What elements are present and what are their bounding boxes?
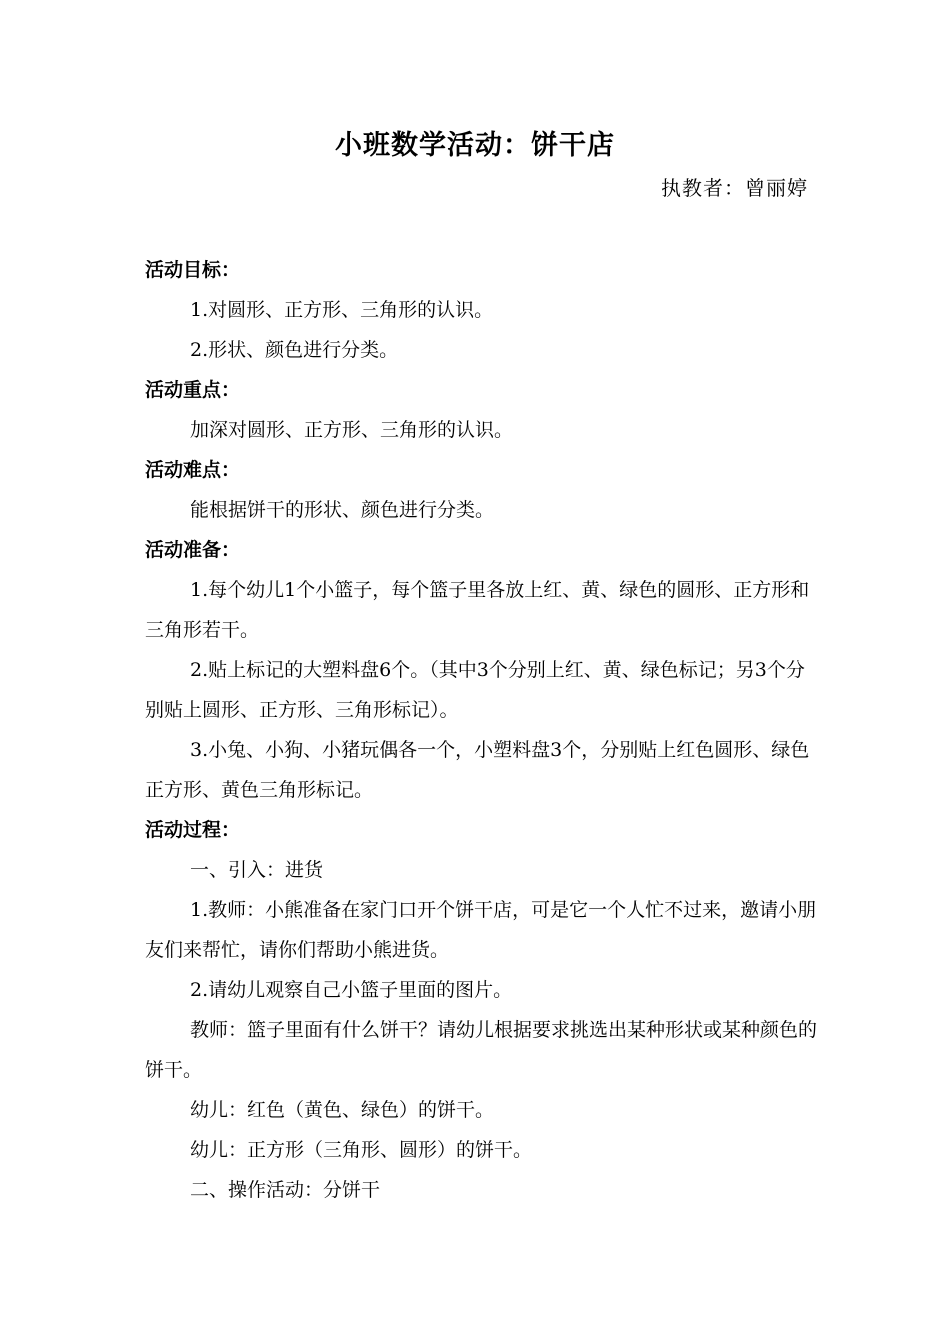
document-title: 小班数学活动：饼干店: [335, 130, 615, 161]
section-heading-difficulties: 活动难点：: [145, 459, 241, 481]
section-heading-key-points: 活动重点：: [145, 379, 241, 401]
goal-item: 2.形状、颜色进行分类。: [190, 339, 399, 361]
document-body: [145, 250, 820, 1210]
section-heading-goals: 活动目标：: [145, 259, 241, 281]
process-item: 1.教师：小熊准备在家门口开个饼干店，可是它一个人忙不过来，邀请小朋友们来帮忙，请你们帮助小熊进货。: [145, 899, 817, 961]
process-item: 幼儿：正方形（三角形、圆形）的饼干。: [190, 1139, 533, 1161]
process-item: 二、操作活动：分饼干: [190, 1179, 381, 1201]
process-item: 2.请幼儿观察自己小篮子里面的图片。: [190, 979, 513, 1001]
goal-item: 1.对圆形、正方形、三角形的认识。: [190, 299, 494, 321]
difficulty-item: 能根据饼干的形状、颜色进行分类。: [190, 499, 495, 521]
process-item: 教师：篮子里面有什么饼干？请幼儿根据要求挑选出某种形状或某种颜色的饼干。: [145, 1019, 818, 1081]
section-heading-process: 活动过程：: [145, 819, 241, 841]
preparation-item: 3.小兔、小狗、小猪玩偶各一个，小塑料盘3个，分别贴上红色圆形、绿色正方形、黄色三角形标记。: [145, 739, 810, 801]
process-item: 一、引入：进货: [190, 859, 324, 881]
preparation-item: 2.贴上标记的大塑料盘6个。（其中3个分别上红、黄、绿色标记；另3个分别贴上圆形、正方形、三角形标记）。: [145, 659, 805, 721]
key-point-item: 加深对圆形、正方形、三角形的认识。: [190, 419, 514, 441]
process-item: 幼儿：红色（黄色、绿色）的饼干。: [190, 1099, 495, 1121]
document-author: 执教者：曾丽婷: [661, 176, 808, 200]
section-heading-preparation: 活动准备：: [145, 539, 241, 561]
preparation-item: 1.每个幼儿1个小篮子，每个篮子里各放上红、黄、绿色的圆形、正方形和三角形若干。: [145, 579, 810, 641]
